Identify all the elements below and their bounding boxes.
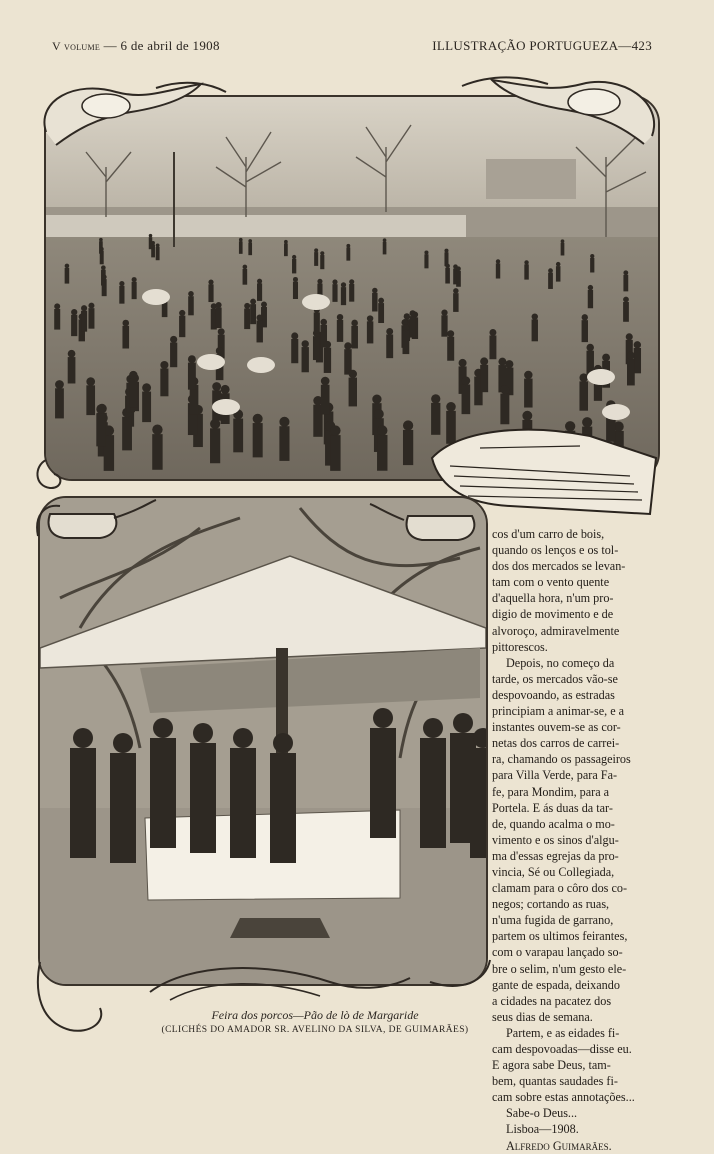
- crowd-figure-head: [100, 247, 104, 251]
- crowd-figure-head: [248, 239, 252, 243]
- article-line: negos; cortando as ruas,: [492, 897, 610, 912]
- crowd-figure-head: [561, 239, 565, 243]
- crowd-figure-head: [188, 355, 196, 363]
- crowd-figure-head: [378, 298, 384, 304]
- ornament-swirl-left: [32, 456, 92, 494]
- article-line: cos d'um carro de bois,: [492, 527, 605, 541]
- crowd-figure-head: [250, 299, 256, 305]
- vendor-figure-head: [113, 733, 133, 753]
- article-line: partem os ultimos feirantes,: [492, 929, 628, 944]
- crowd-figure-head: [160, 361, 168, 369]
- crowd-figure: [122, 326, 129, 349]
- header-volume-date: [52, 38, 220, 54]
- crowd-figure-head: [324, 341, 331, 348]
- crowd-figure: [386, 334, 393, 358]
- ornament-top-left: [36, 70, 236, 150]
- crowd-figure: [341, 287, 346, 305]
- crowd-figure-head: [505, 360, 513, 368]
- crowd-figure-head: [341, 282, 346, 287]
- crowd-figure-head: [152, 424, 162, 434]
- header-publication: [432, 38, 652, 54]
- crowd-figure-head: [424, 250, 428, 254]
- crowd-figure: [96, 413, 106, 446]
- crowd-figure-head: [372, 288, 377, 293]
- crowd-figure-head: [445, 264, 450, 269]
- crowd-figure-head: [132, 277, 137, 282]
- crowd-figure: [496, 263, 500, 278]
- article-line: bem, quantas saudades fi-: [492, 1074, 618, 1089]
- crowd-figure: [122, 417, 132, 451]
- crowd-figure-head: [346, 244, 350, 248]
- crowd-figure: [179, 316, 185, 337]
- vendor-figure: [470, 748, 486, 858]
- crowd-figure: [302, 347, 309, 372]
- article-line: n'uma fugida de garrano,: [492, 913, 614, 928]
- vendor-figure: [420, 738, 446, 848]
- caption-credit: (CLICHÉS DO AMADOR SR. AVELINO DA SILVA, DE GUIMARÃES): [161, 1025, 469, 1035]
- crowd-figure: [250, 304, 256, 324]
- crowd-figure-head: [351, 320, 358, 327]
- crowd-figure-head: [590, 254, 594, 258]
- crowd-figure: [410, 316, 416, 337]
- crowd-figure-head: [244, 303, 250, 309]
- crowd-figure-head: [218, 328, 225, 335]
- crowd-figure: [453, 293, 458, 312]
- crowd-figure-head: [68, 350, 76, 358]
- crowd-figure: [314, 312, 320, 333]
- crowd-figure: [445, 268, 450, 284]
- crowd-figure-head: [374, 409, 384, 419]
- publication-title: ILLUSTRAÇÃO PORTUGUEZA: [432, 38, 619, 53]
- crowd-figure: [102, 279, 107, 296]
- crowd-figure: [623, 275, 628, 292]
- crowd-figure-head: [496, 259, 500, 263]
- page-header: [52, 38, 652, 58]
- crowd-figure: [588, 290, 593, 308]
- crowd-figure: [243, 269, 248, 285]
- crowd-figure-head: [446, 402, 456, 412]
- crowd-figure-head: [403, 420, 413, 430]
- crowd-figure-head: [401, 319, 408, 326]
- crowd-figure-head: [119, 281, 124, 286]
- vendor-figure-head: [73, 728, 93, 748]
- crowd-figure-head: [170, 336, 177, 343]
- crowd-figure-head: [349, 279, 354, 284]
- crowd-figure-head: [99, 238, 103, 242]
- crowd-figure: [65, 268, 70, 284]
- caption-title: Feira dos porcos—Pão de lò de Margaride: [211, 1008, 419, 1022]
- article-line: Partem, e as eidades fi-: [506, 1025, 620, 1040]
- crowd-figure: [462, 384, 471, 414]
- crowd-figure-head: [55, 380, 64, 389]
- crowd-figure-head: [208, 280, 213, 285]
- vendor-figure-head: [373, 708, 393, 728]
- crowd-figure: [480, 365, 488, 392]
- crowd-figure-head: [498, 358, 506, 366]
- article-line: clamam para o côro dos co-: [492, 881, 628, 896]
- pig-figure: [247, 357, 275, 373]
- crowd-figure-head: [623, 270, 628, 275]
- crowd-figure-head: [623, 297, 629, 303]
- crowd-figure: [257, 320, 263, 342]
- crowd-figure: [188, 363, 196, 390]
- crowd-figure: [627, 359, 635, 386]
- crowd-figure: [314, 252, 318, 266]
- crowd-figure-head: [556, 262, 561, 267]
- page-number: —423: [618, 38, 652, 53]
- crowd-figure-head: [402, 325, 409, 332]
- crowd-figure: [579, 381, 588, 410]
- crowd-figure-head: [586, 344, 593, 351]
- crowd-figure: [337, 320, 343, 342]
- crowd-figure: [324, 348, 331, 373]
- crowd-figure: [210, 428, 220, 463]
- vendor-figure-head: [453, 713, 473, 733]
- issue-date: — 6 de abril de 1908: [103, 38, 220, 53]
- crowd-figure-head: [383, 238, 387, 242]
- crowd-figure: [623, 302, 629, 322]
- crowd-figure: [239, 241, 243, 254]
- crowd-figure-head: [142, 383, 151, 392]
- photo-caption: [150, 1008, 480, 1035]
- crowd-figure: [556, 266, 561, 281]
- crowd-figure-head: [582, 314, 588, 320]
- vendor-figure: [110, 753, 136, 863]
- crowd-figure: [149, 237, 153, 249]
- crowd-figure: [351, 326, 358, 349]
- crowd-figure: [81, 311, 87, 332]
- article-line: seus dias de semana.: [492, 1009, 593, 1024]
- crowd-figure: [332, 284, 337, 302]
- article-line: para Villa Verde, para Fa-: [492, 768, 618, 783]
- crowd-figure-head: [321, 377, 330, 386]
- crowd-figure-head: [257, 314, 263, 320]
- crowd-figure-head: [212, 382, 221, 391]
- crowd-figure-head: [548, 268, 553, 273]
- crowd-figure: [253, 423, 263, 457]
- crowd-figure: [291, 339, 298, 363]
- article-paragraph-2: [492, 655, 664, 1025]
- crowd-figure-head: [524, 260, 528, 264]
- crowd-figure: [233, 419, 243, 453]
- crowd-figure-head: [447, 330, 454, 337]
- ornament-top-right: [452, 66, 664, 150]
- crowd-figure: [321, 385, 330, 415]
- crowd-figure-head: [489, 329, 496, 336]
- crowd-figure-head: [71, 309, 77, 315]
- crowd-figure-head: [179, 310, 185, 316]
- crowd-figure: [132, 282, 137, 299]
- crowd-figure: [292, 259, 296, 274]
- vendor-figure-head: [423, 718, 443, 738]
- crowd-figure-head: [65, 264, 70, 269]
- crowd-figure: [441, 315, 447, 336]
- crowd-figure-head: [54, 303, 60, 309]
- crowd-figure: [160, 369, 168, 397]
- crowd-figure: [489, 335, 496, 359]
- article-line: principiam a animar-se, e a: [492, 704, 625, 719]
- article-line: bre o selim, n'um gesto ele-: [492, 961, 627, 976]
- crowd-figure-head: [261, 301, 267, 307]
- crowd-figure-head: [292, 255, 296, 259]
- crowd-figure: [524, 264, 528, 279]
- crowd-figure: [54, 309, 60, 330]
- crowd-figure: [377, 435, 387, 471]
- article-line: dos dos mercados se levan-: [492, 559, 626, 574]
- crowd-figure-head: [372, 394, 381, 403]
- crowd-figure: [86, 385, 95, 415]
- crowd-figure: [244, 308, 250, 329]
- crowd-figure-head: [456, 266, 461, 271]
- crowd-figure-head: [441, 309, 447, 315]
- crowd-figure-head: [149, 234, 153, 238]
- crowd-figure: [279, 426, 289, 461]
- article-line: de, quando acalma o mo-: [492, 816, 615, 831]
- article-line: quando os lenços e os tol-: [492, 543, 619, 558]
- crowd-figure: [320, 255, 324, 269]
- crowd-figure: [424, 254, 428, 268]
- article-line: cam sobre estas annotações...: [492, 1090, 635, 1105]
- article-line: d'aquella hora, n'um pro-: [492, 591, 614, 606]
- vendor-figure-head: [153, 718, 173, 738]
- crowd-figure-head: [239, 238, 243, 242]
- crowd-figure: [346, 247, 350, 260]
- crowd-figure-head: [253, 414, 263, 424]
- article-line: vimento e os sinos d'algu-: [492, 832, 619, 847]
- crowd-figure-head: [279, 417, 289, 427]
- vendor-figure: [370, 728, 396, 838]
- crowd-figure-head: [317, 279, 322, 284]
- vendor-figure: [150, 738, 176, 848]
- crowd-figure: [208, 284, 213, 302]
- crowd-figure-head: [221, 385, 230, 394]
- crowd-figure-head: [284, 240, 288, 244]
- crowd-figure: [367, 321, 373, 343]
- crowd-figure-head: [332, 279, 337, 284]
- article-line: E agora sabe Deus, tam-: [492, 1058, 611, 1073]
- crowd-figure: [71, 315, 77, 336]
- crowd-figure-head: [410, 310, 416, 316]
- crowd-figure: [561, 243, 565, 256]
- article-line: instantes ouvem-se as cor-: [492, 720, 621, 735]
- crowd-figure: [293, 282, 298, 299]
- crowd-figure-head: [210, 419, 220, 429]
- crowd-figure: [142, 392, 151, 423]
- ornament-bowl-left: [30, 496, 160, 552]
- crowd-figure-head: [337, 314, 343, 320]
- article-line: pittorescos.: [492, 639, 548, 654]
- article-line: Portela. E ás duas da tar-: [492, 800, 613, 815]
- crowd-figure: [68, 357, 76, 383]
- crowd-figure-head: [480, 357, 488, 365]
- crowd-figure: [313, 336, 320, 360]
- crowd-figure: [532, 319, 538, 341]
- crowd-figure: [88, 308, 94, 329]
- crowd-figure: [456, 271, 461, 287]
- crowd-figure-head: [444, 249, 448, 253]
- crowd-figure-head: [122, 320, 129, 327]
- vendor-figure: [190, 743, 216, 853]
- pig-figure: [587, 369, 615, 385]
- vendor-figure-head: [273, 733, 293, 753]
- crowd-figure-head: [377, 425, 387, 435]
- crowd-figure: [152, 434, 162, 470]
- crowd-figure: [447, 337, 454, 361]
- crowd-figure-head: [156, 243, 160, 247]
- crowd-figure: [284, 243, 288, 256]
- crowd-figure-head: [88, 303, 94, 309]
- crowd-figure-head: [216, 302, 222, 308]
- article-line: despovoando, as estradas: [492, 687, 615, 702]
- crowd-figure-head: [349, 370, 357, 378]
- crowd-figure: [402, 331, 409, 354]
- crowd-figure-head: [101, 265, 106, 270]
- crowd-figure-head: [404, 313, 410, 319]
- crowd-figure-head: [86, 377, 95, 386]
- crowd-figure-head: [188, 291, 194, 297]
- crowd-figure-head: [627, 352, 635, 360]
- article-line: tam com o vento quente: [492, 575, 610, 590]
- crowd-figure: [349, 378, 357, 407]
- article-line: tarde, os mercados vão-se: [492, 671, 618, 686]
- crowd-figure-head: [302, 340, 309, 347]
- vendor-figure-head: [233, 728, 253, 748]
- crowd-figure-head: [386, 328, 393, 335]
- crowd-figure: [188, 296, 194, 315]
- article-line: netas dos carros de carrei-: [492, 736, 620, 751]
- crowd-figure-head: [459, 359, 467, 367]
- crowd-figure-head: [431, 394, 440, 403]
- pig-figure: [212, 399, 240, 415]
- vendor-figure: [230, 748, 256, 858]
- closing-line-1: Sabe-o Deus...: [506, 1106, 578, 1121]
- crowd-figure-head: [602, 354, 610, 362]
- crowd-figure: [330, 435, 340, 471]
- article-line: com o varapau lançado so-: [492, 945, 623, 960]
- crowd-figure-head: [291, 332, 298, 339]
- article-paragraph-1: [492, 526, 664, 655]
- crowd-figure: [403, 430, 413, 465]
- crowd-figure: [372, 293, 377, 312]
- article-line: gante de espada, deixando: [492, 977, 620, 992]
- crowd-figure: [129, 379, 137, 408]
- crowd-figure-head: [330, 425, 340, 435]
- crowd-figure-head: [320, 319, 327, 326]
- pig-figure: [197, 354, 225, 370]
- crowd-figure-head: [367, 315, 373, 321]
- author-signature: Alfredo Guimarães.: [506, 1138, 612, 1153]
- crowd-figure-head: [96, 404, 106, 414]
- crowd-figure: [119, 286, 124, 304]
- crowd-figure: [548, 273, 553, 289]
- crowd-figure-head: [524, 371, 532, 379]
- crowd-figure: [248, 243, 252, 256]
- article-line: digio de movimento e de: [492, 607, 614, 622]
- crowd-figure: [100, 251, 104, 265]
- pig-figure: [302, 294, 330, 310]
- crowd-figure: [156, 247, 160, 260]
- crowd-figure-head: [257, 279, 262, 284]
- crowd-figure-head: [500, 385, 509, 394]
- article-line: alvoroço, admiravelmente: [492, 623, 620, 638]
- crowd-figure-head: [216, 347, 224, 355]
- article-line: vincia, Sé ou Collegiada,: [492, 864, 615, 879]
- crowd-figure-head: [344, 342, 351, 349]
- vendor-figure: [70, 748, 96, 858]
- crowd-figure-head: [453, 288, 458, 293]
- article-line: fe, para Mondim, para a: [492, 784, 610, 799]
- crowd-figure: [524, 379, 532, 408]
- pig-figure: [142, 289, 170, 305]
- article-line: a cidades na pacatez dos: [492, 993, 612, 1008]
- vendor-figure: [270, 753, 296, 863]
- crowd-figure: [216, 308, 222, 328]
- crowd-figure: [378, 303, 384, 323]
- crowd-figure-head: [81, 305, 87, 311]
- crowd-figure: [170, 343, 177, 368]
- crowd-figure: [383, 242, 387, 255]
- photo-market-stall: [38, 496, 488, 986]
- crowd-figure-head: [532, 313, 538, 319]
- crowd-figure: [257, 283, 262, 301]
- crowd-figure-head: [462, 376, 471, 385]
- vendor-figure-head: [193, 723, 213, 743]
- article-line: Depois, no começo da: [506, 655, 615, 670]
- crowd-figure-head: [293, 277, 298, 282]
- crowd-figure-head: [129, 371, 137, 379]
- crowd-figure-head: [314, 248, 318, 252]
- article-column: [492, 526, 664, 1154]
- crowd-figure-head: [626, 333, 633, 340]
- article-line: cam despovoadas—disse eu.: [492, 1042, 632, 1056]
- crowd-figure-head: [588, 285, 593, 290]
- crowd-figure: [590, 258, 594, 273]
- article-line: ma d'essas egrejas da pro-: [492, 848, 619, 863]
- crowd-figure: [349, 284, 354, 302]
- crowd-figure-head: [102, 274, 107, 279]
- crowd-figure-head: [634, 341, 641, 348]
- crowd-figure: [582, 320, 588, 342]
- article-line: ra, chamando os passageiros: [492, 752, 631, 767]
- volume-label: V volume: [52, 39, 101, 53]
- closing-line-2: Lisboa—1908.: [506, 1122, 579, 1137]
- photo-market-stall-image: [40, 498, 486, 984]
- ornament-bowl-right: [368, 500, 488, 554]
- article-paragraph-3: [492, 1025, 664, 1105]
- crowd-figure-head: [243, 265, 248, 270]
- crowd-figure: [55, 388, 64, 418]
- crowd-figure-head: [320, 251, 324, 255]
